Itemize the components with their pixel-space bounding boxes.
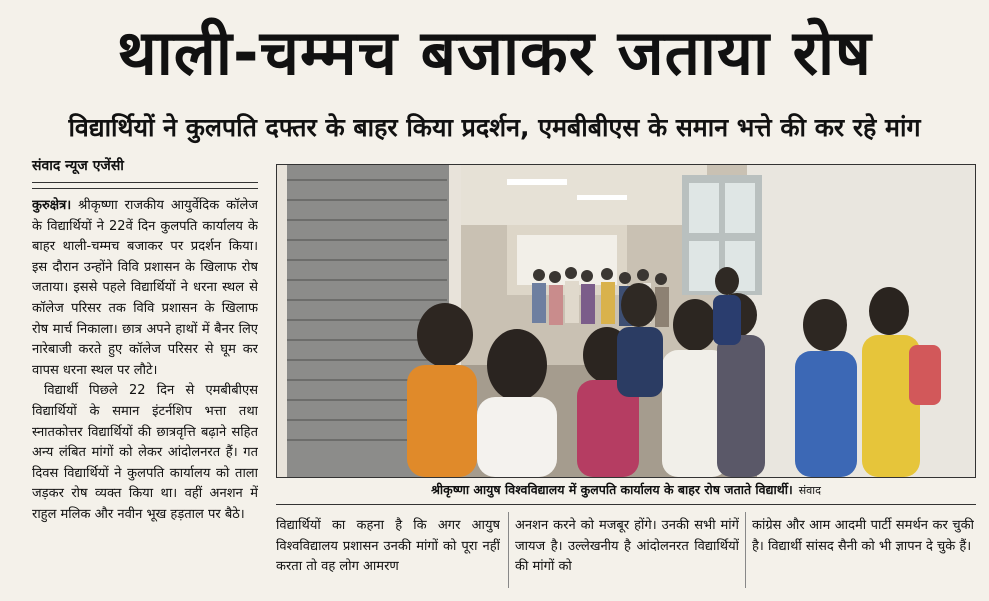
photo-illustration (277, 165, 975, 477)
column-divider (508, 512, 509, 588)
news-photo (276, 164, 976, 478)
photo-credit: संवाद (798, 484, 821, 497)
article-column-3 (515, 516, 739, 588)
dateline: कुरुक्षेत्र। (32, 198, 72, 213)
column-divider (745, 512, 746, 588)
article-para-2: विद्यार्थी पिछले 22 दिन से एमबीबीएस विद्यार्थियों के समान इंटर्नशिप भत्ता तथा स्नातकोत्तर विद्यार्थियों की छात्रवृत्ति बढ़ाने सहित अन्य लंबित मांगों को लेकर आंदोलनरत हैं। गत दिवस विद्यार्थियों ने कुलपति कार्यालय को ताला जड़कर रोष व्यक्त किया था। वहीं अनशन में राहुल मलिक और नवीन भूख हड़ताल पर बैठे। (32, 383, 258, 522)
article-para-1-text: श्रीकृष्णा राजकीय आयुर्वेदिक कॉलेज के विद्यार्थियों ने 22वें दिन कुलपति कार्यालय के बाहर थाली-चम्मच बजाकर पर प्रदर्शन किया। इस दौरान उन्होंने विवि प्रशासन के खिलाफ रोष जताया। इससे पहले विद्यार्थियों ने धरना स्थल से कॉलेज परिसर तक विवि प्रशासन के खिलाफ रोष मार्च निकाला। छात्र अपने हाथों में बैनर लिए नारेबाजी करते हुए कॉलेज परिसर से घूम कर वापस धरना स्थल पर लौटे। (32, 198, 258, 378)
article-column-2 (276, 516, 500, 588)
byline: संवाद न्यूज एजेंसी (32, 158, 124, 174)
photo-caption (276, 480, 976, 501)
article-col-4-text: कांग्रेस और आम आदमी पार्टी समर्थन कर चुकी है। विद्यार्थी सांसद सैनी को भी ज्ञापन दे चुके हैं। (752, 518, 974, 554)
article-column-1 (32, 196, 258, 586)
article-col-3-text: अनशन करने को मजबूर होंगे। उनकी सभी मांगें जायज है। उल्लेखनीय है आंदोलनरत विद्यार्थियों की मांगों को (515, 518, 739, 575)
byline-rule (32, 182, 258, 183)
article-para-1 (32, 196, 258, 381)
article-column-4 (752, 516, 974, 588)
caption-rule (276, 504, 976, 505)
headline: थाली-चम्मच बजाकर जताया रोष (117, 16, 872, 89)
photo-caption-text: श्रीकृष्णा आयुष विश्वविद्यालय में कुलपति कार्यालय के बाहर रोष जताते विद्यार्थी। (431, 482, 793, 497)
article-col-2-text: विद्यार्थियों का कहना है कि अगर आयुष विश्वविद्यालय प्रशासन उनकी मांगों को पूरा नहीं करता तो वह लोग आमरण (276, 518, 500, 575)
byline-rule-lower (32, 188, 258, 189)
subheadline: विद्यार्थियों ने कुलपति दफ्तर के बाहर किया प्रदर्शन, एमबीबीएस के समान भत्ते की कर रहे मांग (68, 113, 921, 142)
